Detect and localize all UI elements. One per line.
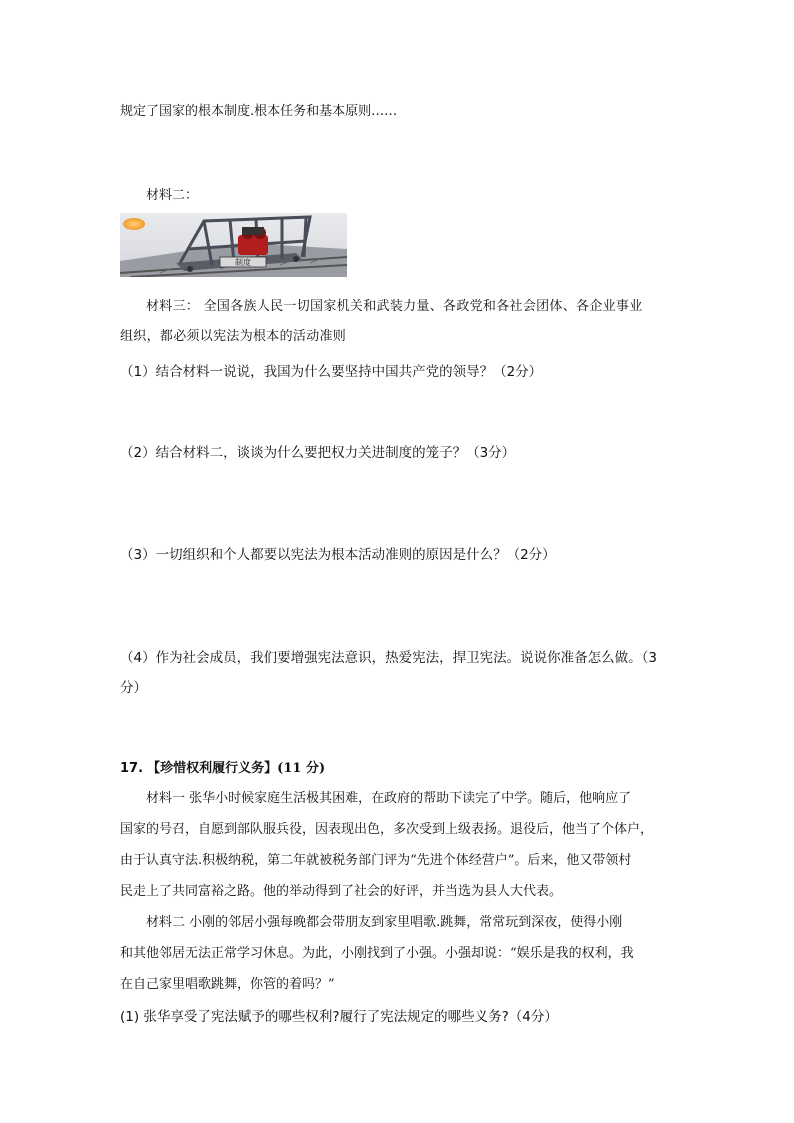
q17-material-1-line-2: 国家的号召，自愿到部队服兵役，因表现出色，多次受到上级表扬。退役后，他当了个体户， xyxy=(120,822,654,837)
cage-label-text: 制度 xyxy=(235,258,251,267)
continuation-line: 规定了国家的根本制度.根本任务和基本原则…… xyxy=(120,104,398,119)
q17-material-2-line-2: 和其他邻居无法正常学习休息。为此，小刚找到了小强。小强却说：“娱乐是我的权利，我 xyxy=(120,946,634,961)
cage-of-power-illustration xyxy=(120,213,347,277)
question-3: （3）一切组织和个人都要以宪法为根本活动准则的原因是什么？（2分） xyxy=(120,547,556,563)
q17-material-1-line-1: 材料一 张华小时候家庭生活极其困难，在政府的帮助下读完了中学。随后，他响应了 xyxy=(146,791,632,806)
question-2: （2）结合材料二，谈谈为什么要把权力关进制度的笼子？（3分） xyxy=(120,445,516,461)
q17-subquestion-1: (1) 张华享受了宪法赋予的哪些权利?履行了宪法规定的哪些义务?（4分） xyxy=(120,1009,558,1025)
question-4-line-2: 分） xyxy=(120,680,147,696)
question-17-heading xyxy=(120,757,325,776)
question-17-title: 【珍惜权利履行义务】(11 分) xyxy=(147,761,326,776)
q17-material-2-line-1: 材料二 小刚的邻居小强每晚都会带朋友到家里唱歌.跳舞，常常玩到深夜，使得小刚 xyxy=(146,915,623,930)
material-3-line-1: 材料三： 全国各族人民一切国家机关和武装力量、各政党和各社会团体、各企业事业 xyxy=(146,299,643,314)
q17-material-1-line-3: 由于认真守法.积极纳税，第二年就被税务部门评为“先进个体经营户”。后来，他又带领村 xyxy=(120,853,632,868)
q17-material-1-line-4: 民走上了共同富裕之路。他的举动得到了社会的好评，并当选为县人大代表。 xyxy=(120,884,563,899)
q17-material-2-line-3: 在自己家里唱歌跳舞，你管的着吗？” xyxy=(120,977,335,992)
material-3-line-2: 组织，都必须以宪法为根本的活动准则 xyxy=(120,329,347,344)
question-1: （1）结合材料一说说，我国为什么要坚持中国共产党的领导？（2分） xyxy=(120,364,543,380)
question-4-line-1: （4）作为社会成员，我们要增强宪法意识，热爱宪法，捍卫宪法。说说你准备怎么做。（3 xyxy=(120,650,657,666)
material-2-label: 材料二： xyxy=(146,188,199,203)
question-17-number: 17. xyxy=(120,761,144,776)
